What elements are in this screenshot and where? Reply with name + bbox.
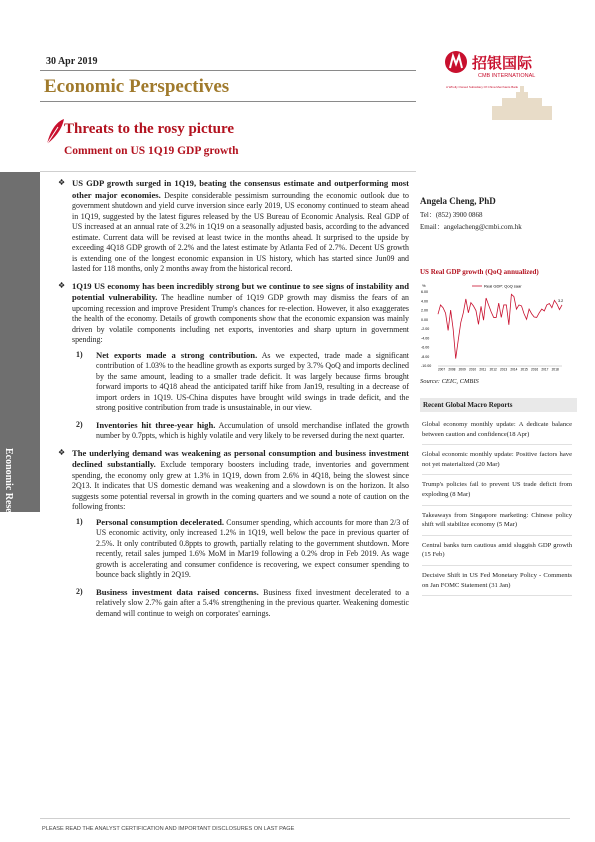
legend-label: Real GDP: QoQ saar: [484, 283, 522, 289]
sub-body: Consumer spending, which accounts for more than 2/3 of US economic activity, only increased 1.2% in 1Q19, well below the pace in previous quarter of 2.5%. It only contributed 0.8ppts to growth, partially relating to the government shutdown. More recently, retail sales jumped 1.6% MoM in Mar19 following a 0.2% drop in Feb 2019. As wage growth is accelerating and consumer confidence is recovering, we expect consumer spending to bounce back slightly in 2Q19.: [96, 517, 410, 579]
recent-report-item[interactable]: Decisive Shift in US Fed Monetary Policy - Comments on Jan FOMC Statement (31 Jan): [422, 569, 572, 596]
sub-lead: Net exports made a strong contribution.: [96, 349, 258, 360]
x-tick-label: 2008: [448, 367, 456, 372]
analyst-tel: Tel：(852) 3900 0868: [420, 211, 483, 219]
y-tick-label: 4.00: [421, 299, 428, 304]
sub-item: [72, 517, 409, 581]
disclosure-footer: PLEASE READ THE ANALYST CERTIFICATION AND IMPORTANT DISCLOSURES ON LAST PAGE: [42, 826, 295, 832]
analyst-email[interactable]: Email：angelacheng@cmbi.com.hk: [420, 223, 522, 231]
last-value-label: 3.2: [558, 298, 564, 303]
chart-source: Source: CEIC, CMBIS: [420, 378, 479, 385]
y-unit: %: [422, 283, 426, 288]
x-tick-label: 2012: [489, 367, 497, 372]
bullet-body: Despite considerable pessimism surrounding the economic outlook due to government shutdown and yield curve inversion since early 2019, US economy continued to steam ahead in 1Q19, suggested by the latest figures released by the US Bureau of Economic Analysis. Real GDP of US increased at an annual rate of 3.2% in 1Q19 on a seasonally adjusted basis, according to the advanced estimate. Current data will be revised at least twice in the months ahead. It surprised to the upside by exceeding 4Q18 GDP growth of 2.2% and the latest estimate by Atlanta Fed of 2.7%. Decent US growth is extending one of the longest economic expansion in US history, which has started since Jun09 and lasted for 118 months, only 2 months away from the historical record.: [72, 190, 409, 273]
bullet-body: Exclude temporary boosters including trade, inventories and government spending, the economy only grew at 1.3% in 1Q19, down from 2.6% in 4Q18, being the slowest since 2Q13. It indicates that US domestic demand was weakening and a slowdown is on the horizon. It also suggests some potential reversal in growth in the coming quarters and we sound a note of caution on the following fronts:: [72, 460, 409, 511]
x-tick-label: 2007: [438, 367, 446, 372]
sub-body: As we expected, trade made a significant contribution of 1.03% to the headline growth as exports surged by 3.7% QoQ and imports declined by the same amount, leading to a smaller trade deficit. It was largely because firms brought forward imports to 4Q18 ahead the anticipated tariff hike from Jan19, resulting in a decrease of import orders in 1Q19. US-China disputes have brought wild swings in trade deficit, and the strong positive contribution from trade is unsustainable, in our view.: [96, 350, 409, 412]
bullet-1: [58, 178, 409, 275]
y-tick-label: -2.00: [421, 327, 430, 332]
logo-en: CMB INTERNATIONAL: [478, 73, 536, 79]
recent-report-item[interactable]: Global economic monthly update: Positive factors have not yet materialized (20 Mar): [422, 448, 572, 475]
report-subtitle: Comment on US 1Q19 GDP growth: [64, 145, 239, 157]
logo-cn: 招银国际: [472, 54, 533, 72]
analyst-name: Angela Cheng, PhD: [420, 196, 496, 206]
sub-num: 2): [76, 419, 83, 429]
title-divider: [40, 101, 416, 102]
x-tick-label: 2010: [469, 367, 477, 372]
sub-lead: Inventories hit three-year high.: [96, 419, 216, 430]
bullet-lead: 1Q19 US economy has been incredibly strong but we continue to see signs of instability and potential vulnerability.: [72, 280, 409, 302]
footer-divider: [40, 818, 570, 819]
y-tick-label: 6.00: [421, 290, 428, 295]
building-graphic: [492, 86, 552, 120]
sub-item: [72, 420, 409, 442]
bullet-body: The headline number of 1Q19 GDP growth may dismiss the fears of an upcoming recession and improve President Trump's chances for re-election. However, it also exaggerates the health of the economy. Details of growth components show that the economic expansion was mainly driven by volatile components including net exports, inventories and sharp upturn in government spending:: [72, 293, 410, 344]
side-label: Economic Research: [3, 448, 14, 532]
series-title: Economic Perspectives: [44, 76, 230, 97]
sub-num: 1): [76, 516, 83, 526]
bullet-2: [58, 281, 409, 442]
sub-lead: Business investment data raised concerns.: [96, 586, 259, 597]
header-divider: [40, 70, 416, 71]
sub-item: [72, 350, 409, 414]
x-tick-label: 2016: [531, 367, 539, 372]
sub-num: 2): [76, 586, 83, 596]
report-title: Threats to the rosy picture: [64, 121, 234, 137]
sub-body: Business fixed investment decelerated to a relatively slow 2.7% gain after a 5.4% strengthening in the previous quarter. Weakening domestic demand will continue to weigh on corporates' earnings.: [96, 587, 409, 618]
y-tick-label: -4.00: [421, 336, 430, 341]
bullet-3: [58, 448, 409, 620]
x-tick-label: 2017: [541, 367, 549, 372]
leaf-icon: [44, 117, 66, 147]
x-tick-label: 2015: [520, 367, 528, 372]
main-body: [58, 178, 409, 625]
recent-report-item[interactable]: Trump's policies fail to prevent US trade deficit from exploding (8 Mar): [422, 478, 572, 505]
x-tick-label: 2013: [500, 367, 508, 372]
x-tick-label: 2009: [458, 367, 466, 372]
recent-report-item[interactable]: Central banks turn cautious amid sluggish GDP growth (15 Feb): [422, 539, 572, 566]
y-tick-label: -10.00: [421, 364, 432, 369]
recent-reports-heading: Recent Global Macro Reports: [420, 398, 577, 412]
x-tick-label: 2014: [510, 367, 518, 372]
sub-item: [72, 587, 409, 620]
x-tick-label: 2011: [479, 367, 487, 372]
recent-reports-list: [422, 418, 572, 599]
recent-report-item[interactable]: Takeaways from Singapore marketing: Chinese policy shift will stabilize economy (5 Mar): [422, 509, 572, 536]
report-date: 30 Apr 2019: [46, 56, 98, 67]
y-tick-label: 0.00: [421, 317, 428, 322]
y-tick-label: -8.00: [421, 354, 430, 359]
bullet-lead: The underlying demand was weakening as personal consumption and business investment declined substantially.: [72, 447, 409, 469]
x-tick-label: 2018: [551, 367, 559, 372]
cmbi-logo: [442, 46, 562, 122]
recent-report-item[interactable]: Global economy monthly update: A dedicate balance between caution and confidence(18 Apr): [422, 418, 572, 445]
gdp-chart: [420, 280, 570, 376]
gdp-series-line: [438, 294, 562, 358]
chart-title: US Real GDP growth (QoQ annualized): [420, 268, 539, 276]
bullet-lead: US GDP growth surged in 1Q19, beating the consensus estimate and outperforming most other major economies.: [72, 178, 409, 200]
y-tick-label: 2.00: [421, 308, 428, 313]
sub-lead: Personal consumption decelerated.: [96, 516, 225, 527]
logo-tag: A Wholly Owned Subsidiary Of China Merchants Bank: [446, 85, 519, 89]
sub-body: Accumulation of unsold merchandise inflated the growth number by 0.7ppts, which is highly volatile and very likely to be reversed during the next quarter.: [96, 420, 409, 440]
y-tick-label: -6.00: [421, 345, 430, 350]
sub-num: 1): [76, 349, 83, 359]
content-divider: [40, 171, 416, 172]
